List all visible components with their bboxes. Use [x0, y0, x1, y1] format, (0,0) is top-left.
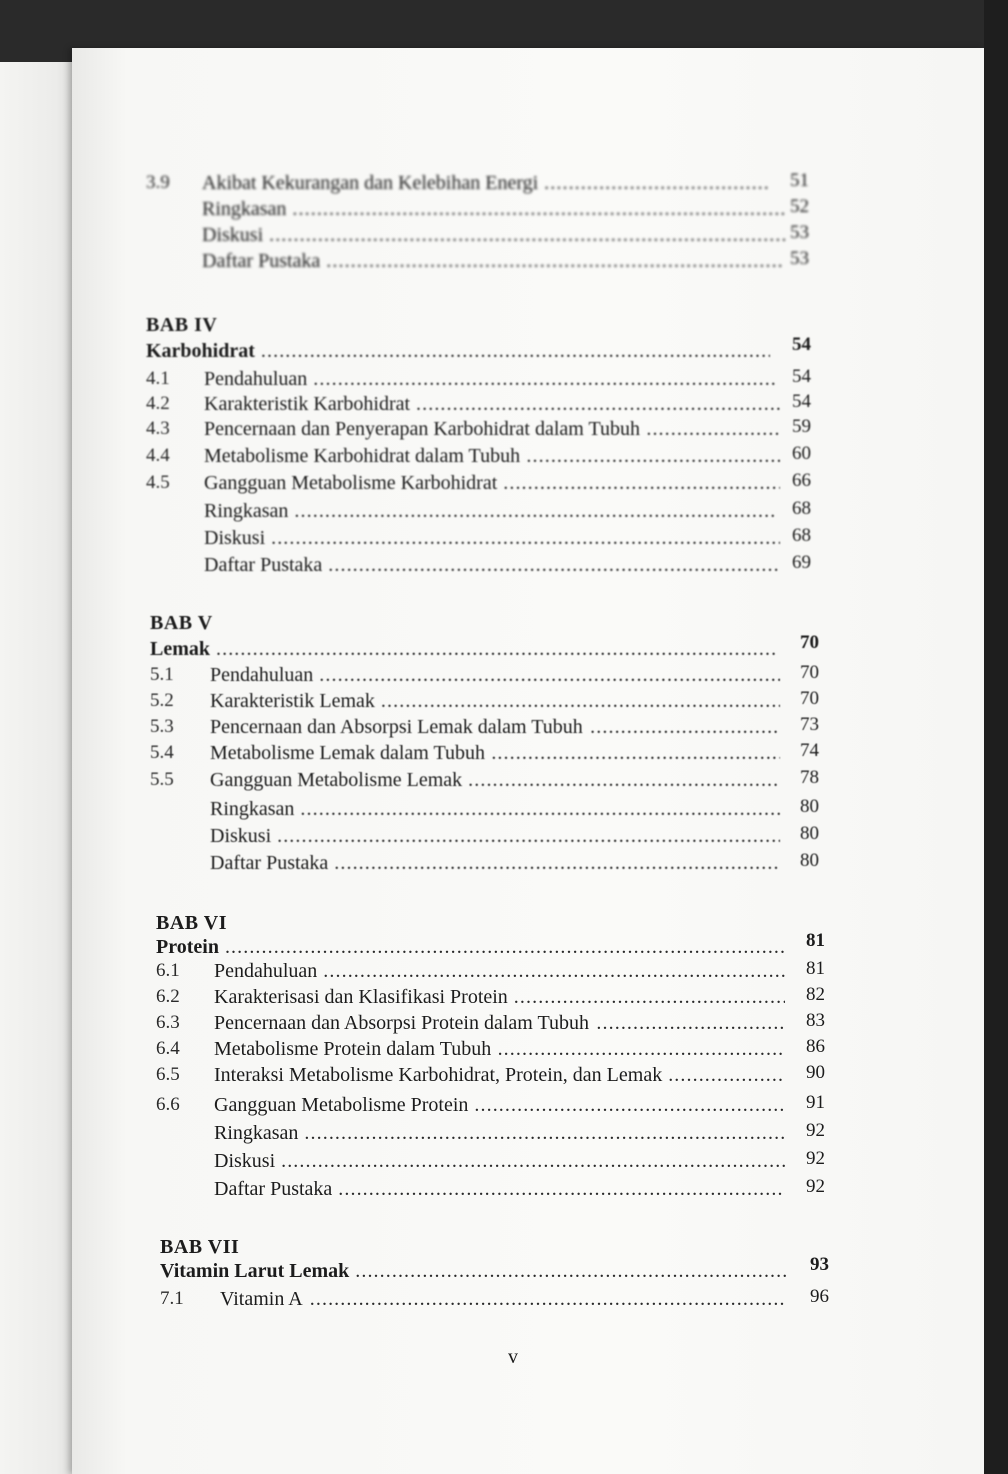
toc-entry-title[interactable]: Pencernaan dan Penyerapan Karbohidrat dalam Tubuh [204, 418, 640, 440]
dot-leader [304, 1122, 785, 1142]
dot-leader [646, 418, 780, 438]
dot-leader [416, 393, 780, 413]
dot-leader [590, 716, 780, 736]
dot-leader [338, 1178, 785, 1198]
chapter-page-number: 70 [800, 632, 819, 653]
toc-entry-title[interactable]: Diskusi [204, 527, 266, 549]
dot-leader [596, 1012, 785, 1032]
section-number: 6.3 [156, 1012, 180, 1033]
toc-entry-title[interactable]: Pencernaan dan Absorpsi Protein dalam Tubuh [214, 1012, 589, 1034]
toc-entry-title[interactable]: Diskusi [214, 1150, 276, 1172]
section-number: 5.3 [150, 716, 174, 737]
chapter-title[interactable]: Protein [156, 936, 219, 958]
toc-entry-title[interactable]: Daftar Pustaka [210, 852, 329, 874]
dot-leader [498, 1038, 785, 1058]
toc-entry-title[interactable]: Diskusi [210, 825, 272, 847]
dot-leader [514, 986, 785, 1006]
toc-page-number: 70 [800, 688, 819, 709]
section-number: 6.1 [156, 960, 180, 981]
toc-entry-title[interactable]: Metabolisme Lemak dalam Tubuh [210, 742, 485, 764]
toc-entry-title[interactable]: Karakteristik Lemak [210, 690, 375, 712]
toc-entry-title[interactable]: Akibat Kekurangan dan Kelebihan Energi [202, 172, 539, 194]
toc-entry-title[interactable]: Gangguan Metabolisme Lemak [210, 769, 463, 791]
chapter-number: BAB VI [156, 912, 227, 934]
dot-leader [668, 1064, 785, 1084]
page-folio: v [508, 1346, 518, 1368]
dot-leader [300, 798, 780, 818]
toc-page-number: 66 [792, 470, 811, 491]
toc-page-number: 82 [806, 984, 825, 1005]
toc-page-number: 70 [800, 662, 819, 683]
dot-leader [225, 936, 784, 956]
toc-page-number: 80 [800, 796, 819, 817]
dot-leader [544, 172, 770, 192]
section-number: 6.5 [156, 1064, 180, 1085]
toc-entry-title[interactable]: Ringkasan [214, 1122, 299, 1144]
toc-page-number: 53 [790, 248, 809, 269]
dot-leader [503, 472, 780, 492]
dot-leader [269, 224, 785, 244]
section-number: 4.4 [146, 445, 170, 466]
section-number: 6.2 [156, 986, 180, 1007]
toc-entry-title[interactable]: Ringkasan [202, 198, 287, 220]
toc-page-number: 80 [800, 823, 819, 844]
toc-page-number: 73 [800, 714, 819, 735]
dot-leader [281, 1150, 785, 1170]
toc-entry-title[interactable]: Metabolisme Karbohidrat dalam Tubuh [204, 445, 521, 467]
toc-page-number: 86 [806, 1036, 825, 1057]
toc-page-number: 91 [806, 1092, 825, 1113]
dot-leader [310, 1288, 785, 1308]
toc-page-number: 59 [792, 416, 811, 437]
dot-leader [326, 250, 785, 270]
toc-entry-title[interactable]: Daftar Pustaka [214, 1178, 333, 1200]
dot-leader [334, 852, 780, 872]
chapter-page-number: 93 [810, 1254, 829, 1275]
section-number: 4.2 [146, 393, 170, 414]
toc-entry-title[interactable]: Daftar Pustaka [204, 554, 323, 576]
toc-entry-title[interactable]: Pendahuluan [210, 664, 314, 686]
toc-page-number: 92 [806, 1120, 825, 1141]
toc-page-number: 96 [810, 1286, 829, 1307]
toc-page-number: 51 [790, 170, 809, 191]
section-number: 5.5 [150, 769, 174, 790]
dot-leader [474, 1094, 785, 1114]
toc-entry-title[interactable]: Karakteristik Karbohidrat [204, 393, 411, 415]
section-number: 6.6 [156, 1094, 180, 1115]
dot-leader [261, 340, 770, 360]
toc-entry-title[interactable]: Pendahuluan [214, 960, 318, 982]
dot-leader [381, 690, 780, 710]
toc-entry-title[interactable]: Interaksi Metabolisme Karbohidrat, Protein, dan Lemak [214, 1064, 663, 1086]
section-number: 5.1 [150, 664, 174, 685]
toc-entry-title[interactable]: Ringkasan [204, 500, 289, 522]
toc-page-number: 90 [806, 1062, 825, 1083]
section-number: 4.5 [146, 472, 170, 493]
dot-leader [491, 742, 780, 762]
dot-leader [277, 825, 780, 845]
toc-page-number: 74 [800, 740, 819, 761]
section-number: 6.4 [156, 1038, 180, 1059]
toc-page-number: 83 [806, 1010, 825, 1031]
chapter-number: BAB VII [160, 1236, 240, 1258]
chapter-number: BAB V [150, 612, 213, 634]
toc-page-number: 60 [792, 443, 811, 464]
toc-page-number: 53 [790, 222, 809, 243]
toc-page-number: 68 [792, 525, 811, 546]
section-number: 5.2 [150, 690, 174, 711]
chapter-page-number: 54 [792, 334, 811, 355]
toc-entry-title[interactable]: Pendahuluan [204, 368, 308, 390]
toc-page-number: 54 [792, 366, 811, 387]
dot-leader [294, 500, 775, 520]
section-number: 5.4 [150, 742, 174, 763]
toc-page-number: 69 [792, 552, 811, 573]
toc-entry-title[interactable]: Gangguan Metabolisme Karbohidrat [204, 472, 498, 494]
toc-entry-title[interactable]: Karakterisasi dan Klasifikasi Protein [214, 986, 508, 1008]
toc-page-number: 80 [800, 850, 819, 871]
toc-page-number: 92 [806, 1176, 825, 1197]
section-number: 4.3 [146, 418, 170, 439]
dot-leader [328, 554, 780, 574]
toc-entry-title[interactable]: Diskusi [202, 224, 264, 246]
dot-leader [292, 198, 785, 218]
dot-leader [271, 527, 780, 547]
dot-leader [323, 960, 785, 980]
chapter-title[interactable]: Karbohidrat [146, 340, 255, 362]
toc-page-number: 52 [790, 196, 809, 217]
chapter-number: BAB IV [146, 314, 218, 336]
dot-leader [313, 368, 775, 388]
toc-entry-title[interactable]: Pencernaan dan Absorpsi Lemak dalam Tubuh [210, 716, 583, 738]
toc-page-number: 54 [792, 391, 811, 412]
dot-leader [216, 638, 778, 658]
section-number: 3.9 [146, 172, 170, 193]
section-number: 4.1 [146, 368, 170, 389]
dot-leader [355, 1260, 788, 1280]
dot-leader [468, 769, 780, 789]
toc-page-number: 81 [806, 958, 825, 979]
scan-border [984, 0, 1008, 1474]
toc-entry-title[interactable]: Vitamin A [220, 1288, 303, 1310]
chapter-title[interactable]: Vitamin Larut Lemak [160, 1260, 350, 1282]
toc-entry-title[interactable]: Metabolisme Protein dalam Tubuh [214, 1038, 492, 1060]
section-number: 7.1 [160, 1288, 184, 1309]
chapter-title[interactable]: Lemak [150, 638, 210, 660]
chapter-page-number: 81 [806, 930, 825, 951]
dot-leader [319, 664, 780, 684]
toc-entry-title[interactable]: Gangguan Metabolisme Protein [214, 1094, 469, 1116]
toc-page-number: 78 [800, 767, 819, 788]
facing-page-edge [0, 62, 80, 1474]
dot-leader [526, 445, 780, 465]
toc-page-number: 68 [792, 498, 811, 519]
toc-page-number: 92 [806, 1148, 825, 1169]
toc-entry-title[interactable]: Daftar Pustaka [202, 250, 321, 272]
toc-entry-title[interactable]: Ringkasan [210, 798, 295, 820]
